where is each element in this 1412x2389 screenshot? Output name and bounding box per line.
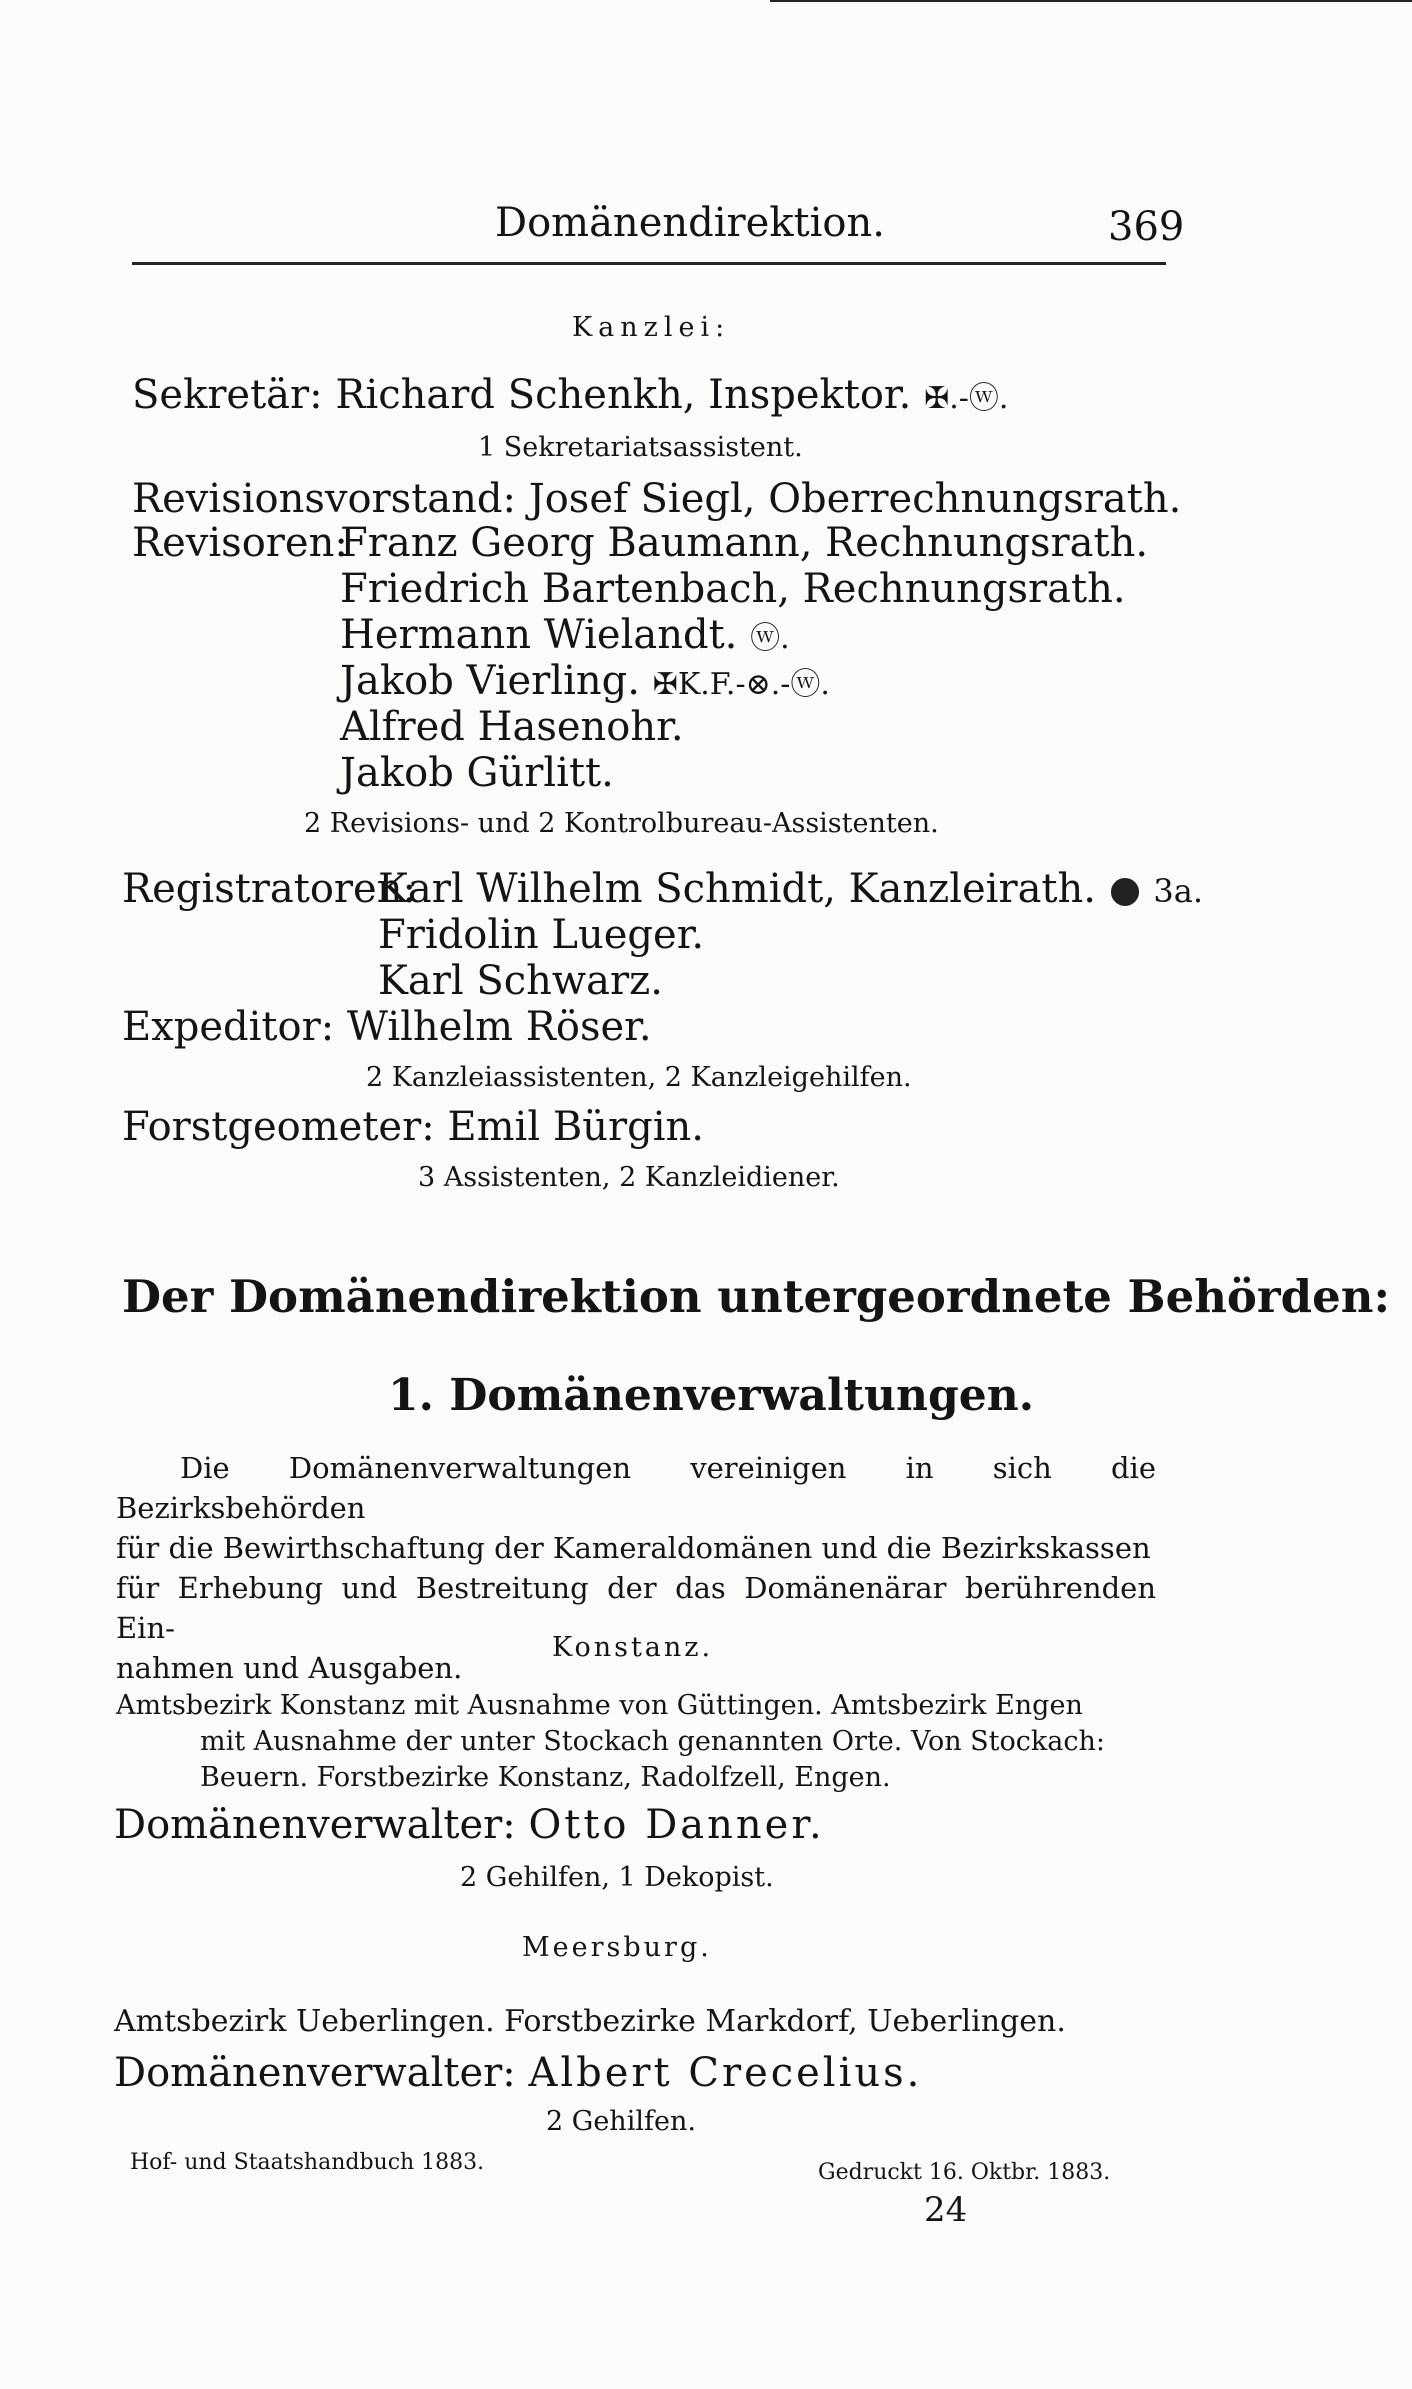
revisoren-note: 2 Revisions- und 2 Kontrolbureau-Assistenten. xyxy=(304,808,939,839)
konstanz-desc xyxy=(116,1688,1156,1796)
page-number: 369 xyxy=(1108,204,1185,250)
konstanz-heading: Konstanz. xyxy=(552,1632,714,1663)
konstanz-verwalter-line xyxy=(114,1802,825,1848)
forstgeometer-name: Emil Bürgin. xyxy=(447,1104,704,1150)
konstanz-desc-3: Beuern. Forstbezirke Konstanz, Radolfzell, Engen. xyxy=(200,1762,891,1793)
revisor-4 xyxy=(340,658,830,704)
registrator-3: Karl Schwarz. xyxy=(378,958,663,1004)
konstanz-verwalter-label: Domänenverwalter: xyxy=(114,1802,516,1848)
footer-right: Gedruckt 16. Oktbr. 1883. xyxy=(818,2160,1111,2185)
meersburg-verwalter-name: Albert Crecelius. xyxy=(528,2050,923,2096)
sekretaer-decoration: ✠.-ⓦ. xyxy=(924,381,1009,416)
revisor-1: Franz Georg Baumann, Rechnungsrath. xyxy=(340,520,1149,566)
registrator-1 xyxy=(378,866,1203,912)
meersburg-heading: Meersburg. xyxy=(522,1932,712,1963)
forstgeometer-label: Forstgeometer: xyxy=(122,1104,435,1150)
sekretaer-note: 1 Sekretariatsassistent. xyxy=(478,432,803,463)
section-heading: Der Domänendirektion untergeordnete Behörden: xyxy=(122,1270,1391,1323)
running-title: Domänendirektion. xyxy=(495,200,885,246)
revisor-2: Friedrich Bartenbach, Rechnungsrath. xyxy=(340,566,1126,612)
top-edge-rule xyxy=(770,0,1412,2)
meersburg-verwalter-label: Domänenverwalter: xyxy=(114,2050,516,2096)
sekretaer-label: Sekretär: xyxy=(132,372,323,418)
header-rule xyxy=(132,262,1166,265)
expeditor-name: Wilhelm Röser. xyxy=(346,1004,652,1050)
konstanz-desc-2: mit Ausnahme der unter Stockach genannten Orte. Von Stockach: xyxy=(200,1726,1105,1757)
registrator-1-name: Karl Wilhelm Schmidt, Kanzleirath. xyxy=(378,866,1096,912)
registratoren-label: Registratoren: xyxy=(122,866,416,912)
sekretaer-name: Richard Schenkh, Inspektor. xyxy=(335,372,912,418)
sekretaer-line xyxy=(132,372,1008,418)
konstanz-verwalter-name: Otto Danner. xyxy=(528,1802,825,1848)
revisionsvorstand-label: Revisionsvorstand: xyxy=(132,476,516,522)
intro-line-4: nahmen und Ausgaben. xyxy=(116,1651,463,1685)
revisor-5: Alfred Hasenohr. xyxy=(340,704,684,750)
kanzlei-heading: Kanzlei: xyxy=(572,312,731,343)
footer-left: Hof- und Staatshandbuch 1883. xyxy=(130,2150,485,2175)
revisionsvorstand-line xyxy=(132,476,1181,522)
revisor-3-name: Hermann Wielandt. xyxy=(340,612,738,658)
subheading-text: Domänenverwaltungen. xyxy=(449,1370,1035,1421)
signature-mark: 24 xyxy=(924,2190,968,2230)
intro-line-2: für die Bewirthschaftung der Kameraldomänen und die Bezirkskassen xyxy=(116,1531,1151,1565)
revisionsvorstand-name: Josef Siegl, Oberrechnungsrath. xyxy=(528,476,1182,522)
revisor-4-name: Jakob Vierling. xyxy=(340,658,640,704)
konstanz-desc-1: Amtsbezirk Konstanz mit Ausnahme von Güttingen. Amtsbezirk Engen xyxy=(116,1690,1083,1721)
revisor-4-mark: ✠K.F.-⊗.-ⓦ. xyxy=(652,667,830,702)
subheading xyxy=(388,1370,1034,1421)
subheading-number: 1. xyxy=(388,1370,434,1421)
revisor-3 xyxy=(340,612,790,658)
forstgeometer-line xyxy=(122,1104,704,1150)
meersburg-note: 2 Gehilfen. xyxy=(546,2106,696,2137)
revisoren-label: Revisoren: xyxy=(132,520,348,566)
expeditor-label: Expeditor: xyxy=(122,1004,335,1050)
expeditor-note: 2 Kanzleiassistenten, 2 Kanzleigehilfen. xyxy=(366,1062,912,1093)
meersburg-verwalter-line xyxy=(114,2050,922,2096)
registrator-2: Fridolin Lueger. xyxy=(378,912,705,958)
cross-emblem-icon xyxy=(1111,878,1139,906)
intro-line-3: für Erhebung und Bestreitung der das Domänenärar berührenden Ein- xyxy=(116,1571,1156,1645)
expeditor-line xyxy=(122,1004,652,1050)
revisor-3-mark: ⓦ. xyxy=(750,621,790,656)
intro-line-1: Die Domänenverwaltungen vereinigen in sich die Bezirksbehörden xyxy=(116,1451,1156,1525)
registrator-1-mark: 3a. xyxy=(1153,872,1204,910)
meersburg-desc: Amtsbezirk Ueberlingen. Forstbezirke Markdorf, Ueberlingen. xyxy=(114,2004,1066,2039)
revisor-6: Jakob Gürlitt. xyxy=(340,750,614,796)
forstgeometer-note: 3 Assistenten, 2 Kanzleidiener. xyxy=(418,1162,840,1193)
konstanz-note: 2 Gehilfen, 1 Dekopist. xyxy=(460,1862,774,1893)
